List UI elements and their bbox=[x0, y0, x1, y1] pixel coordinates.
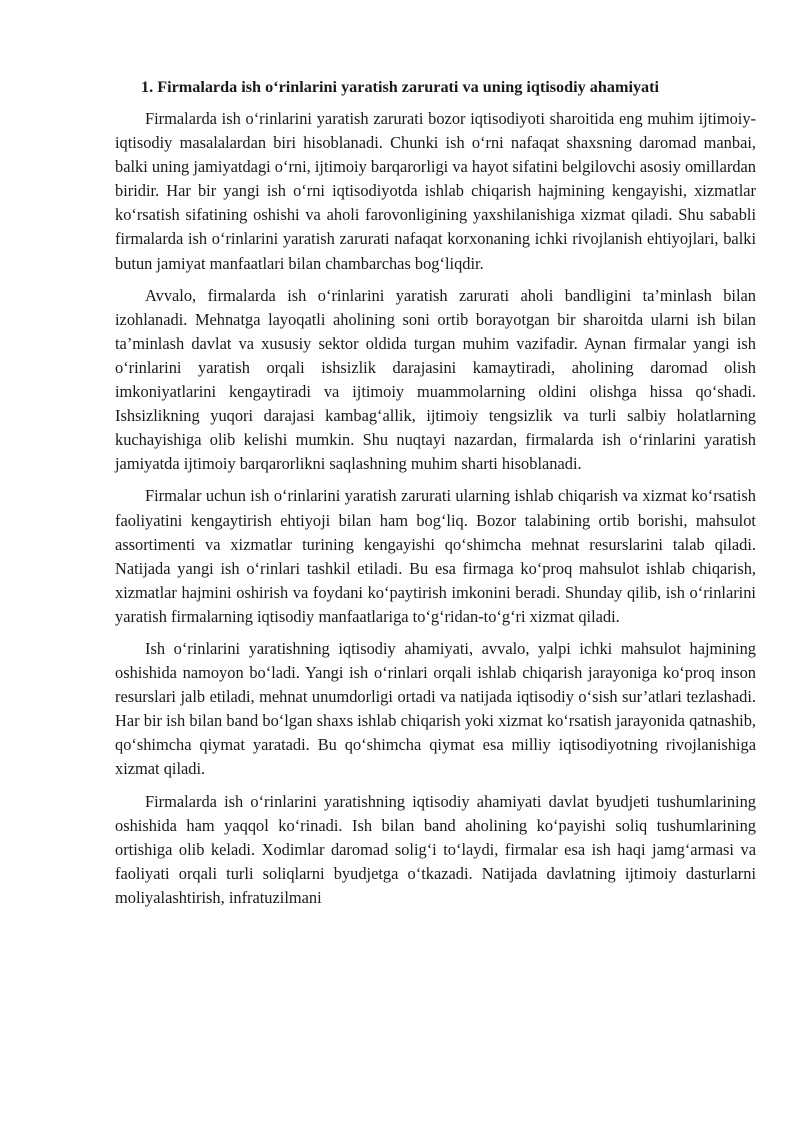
paragraph-4: Ish o‘rinlarini yaratishning iqtisodiy ahamiyati, avvalo, yalpi ichki mahsulot hajmining oshishida namoyon bo‘ladi. Yangi ish o‘rinlari orqali ishlab chiqarish jarayoniga ko‘proq inson resurslari jalb etiladi, mehnat unumdorligi ortadi va natijada iqtisodiy o‘sish sur’atlari tezlashadi. Har bir ish bilan band bo‘lgan shaxs ishlab chiqarish yoki xizmat ko‘rsatish jarayonida qatnashib, qo‘shimcha qiymat yaratadi. Bu qo‘shimcha qiymat esa milliy iqtisodiyotning rivojlanishiga xizmat qiladi. bbox=[115, 638, 756, 779]
paragraph-5: Firmalarda ish o‘rinlarini yaratishning iqtisodiy ahamiyati davlat byudjeti tushumlarining oshishida ham yaqqol ko‘rinadi. Ish bilan band aholining ko‘payishi soliq tushumlarining ortishiga olib keladi. Xodimlar daromad solig‘i to‘laydi, firmalar esa ish haqi jamg‘armasi va faoliyati orqali turli soliqlarni byudjetga o‘tkazadi. Natijada davlatning ijtimoiy dasturlarni moliyalashtirish, infratuzilmani bbox=[115, 791, 756, 907]
paragraph-1: Firmalarda ish o‘rinlarini yaratish zarurati bozor iqtisodiyoti sharoitida eng muhim ijtimoiy-iqtisodiy masalalardan biri hisoblanadi. Chunki ish o‘rni nafaqat shaxsning daromad manbai, balki uning jamiyatdagi o‘rni, ijtimoiy barqarorligi va hayot sifatini belgilovchi asosiy omillardan biridir. Har bir yangi ish o‘rni iqtisodiyotda ishlab chiqarish hajmining kengayishi, xizmatlar ko‘rsatish sifatining oshishi va aholi farovonligining yaxshilanishiga xizmat qiladi. Shu sababli firmalarda ish o‘rinlarini yaratish zarurati nafaqat korxonaning ichki rivojlanish ehtiyojlari, balki butun jamiyat manfaatlari bilan chambarchas bog‘liqdir. bbox=[115, 109, 756, 273]
paragraph-3: Firmalar uchun ish o‘rinlarini yaratish zarurati ularning ishlab chiqarish va xizmat ko‘rsatish faoliyatini kengaytirish ehtiyoji bilan ham bog‘liq. Bozor talabining ortib borishi, mahsulot assortimenti va xizmatlar turining kengayishi qo‘shimcha mehnat resurslarini talab qiladi. Natijada yangi ish o‘rinlari tashkil etiladi. Bu esa firmaga ko‘proq mahsulot ishlab chiqarish, xizmatlar hajmini oshirish va foydani ko‘paytirish imkonini beradi. Shunday qilib, ish o‘rinlarini yaratish firmalarning iqtisodiy manfaatlariga to‘g‘ridan-to‘g‘ri xizmat qiladi. bbox=[115, 486, 756, 626]
section-heading: 1. Firmalarda ish o‘rinlarini yaratish zarurati va uning iqtisodiy ahamiyati bbox=[141, 78, 660, 96]
paragraph-2: Avvalo, firmalarda ish o‘rinlarini yaratish zarurati aholi bandligini ta’minlash bilan izohlanadi. Mehnatga layoqatli aholining soni ortib borayotgan bir sharoitda ularni ish bilan ta’minlash davlat va xususiy sektor oldida turgan muhim vazifadir. Aynan firmalar yangi ish o‘rinlarini yaratish orqali ishsizlik darajasini kamaytiradi, aholining daromad olish imkoniyatlarini kengaytiradi va ijtimoiy muammolarning oldini olishga hissa qo‘shadi. Ishsizlikning yuqori darajasi kambag‘allik, ijtimoiy tengsizlik va turli salbiy holatlarning kuchayishiga olib kelishi mumkin. Shu nuqtayi nazardan, firmalarda ish o‘rinlarini yaratish jamiyatda ijtimoiy barqarorlikni saqlashning muhim sharti hisoblanadi. bbox=[115, 285, 756, 474]
